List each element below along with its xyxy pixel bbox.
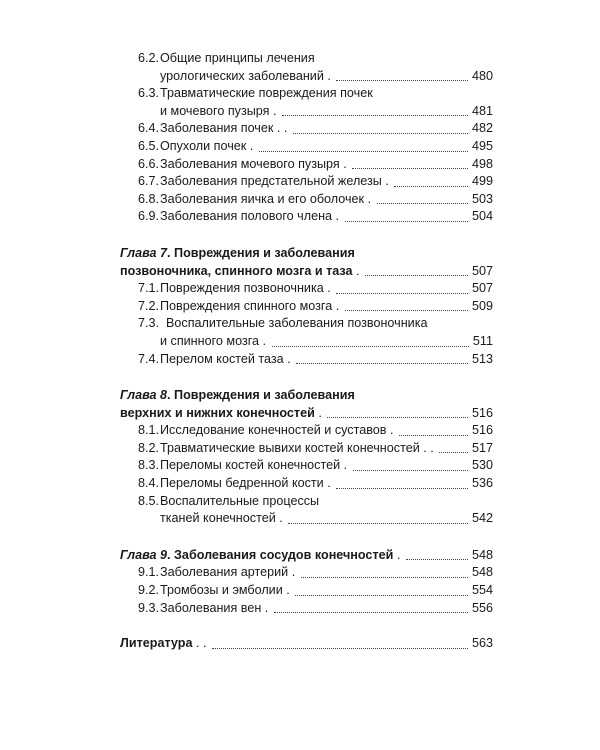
toc-entry-7-2 [120,298,493,316]
section-number: 6.5. [138,138,160,153]
toc-entry-6-2 [120,50,493,68]
leader-dots: . [269,103,280,118]
section-number: 9.3. [138,600,160,615]
section-title-cont: и спинного мозга [160,333,260,348]
page-number: 498 [471,156,493,171]
section-title: Тромбозы и эмболии [160,583,283,598]
toc-entry-6-3-cont [120,103,493,121]
toc-entry-6-3 [120,85,493,103]
page-number: 530 [471,458,493,473]
section-number: 6.8. [138,191,160,206]
dot-leader [296,362,468,364]
dot-leader [394,185,468,187]
page-number: 511 [472,333,493,348]
dot-leader [336,79,468,81]
leader-dots: . [288,565,299,580]
dot-leader [365,274,468,276]
page-number: 517 [471,440,493,455]
leader-dots: . [323,68,335,83]
dot-leader [352,167,468,169]
section-number: 9.1. [138,565,160,580]
leader-dots: . [393,547,404,562]
leader-dots: . . [273,121,291,136]
section-title: Опухоли почек [160,138,247,153]
dot-leader [336,292,468,294]
toc-entry-7-3-cont [120,333,493,351]
page-number: 554 [471,583,493,598]
toc-entry-8-2 [120,440,493,458]
toc-entry-6-7 [120,173,493,191]
section-number: 7.4. [138,351,160,366]
section-title: Переломы бедренной кости [160,476,324,491]
leader-dots: . [282,583,294,598]
dot-leader [274,611,468,613]
leader-dots: . [283,351,295,366]
toc-entry-9-1 [120,564,493,582]
page-number: 507 [471,263,493,278]
chapter-label: Глава 9 [120,547,168,562]
section-title-cont: урологических заболеваний [160,68,324,83]
leader-dots: . [246,138,257,153]
page-number: 516 [471,423,493,438]
section-number: 6.4. [138,121,160,136]
toc-entry-8-3 [120,457,493,475]
page-number: 563 [471,636,493,651]
section-number: 6.3. [138,86,160,101]
section-number: 6.6. [138,156,160,171]
page-number: 499 [471,174,493,189]
section-number: 8.4. [138,476,160,491]
page-number: 503 [471,191,493,206]
section-title: Заболевания мочевого пузыря [160,156,340,171]
page-number: 495 [471,138,493,153]
leader-dots: . [261,600,272,615]
section-title: Исследование конечностей и суставов [160,423,387,438]
section-title-cont: и мочевого пузыря [160,103,270,118]
leader-dots: . . [192,636,210,651]
page-number: 507 [471,281,493,296]
section-number: 8.3. [138,458,160,473]
leader-dots: . . [419,440,438,455]
dot-leader [272,345,469,347]
section-title: Заболевания артерий [160,565,289,580]
toc-entry-6-8 [120,191,493,209]
section-number: 6.9. [138,209,160,224]
section-title: Травматические вывихи костей конечностей [160,440,420,455]
page-number: 504 [471,209,493,224]
section-number: 8.2. [138,440,160,455]
page-number: 480 [471,68,493,83]
section-title: Переломы костей конечностей [160,458,341,473]
page-number: 536 [471,476,493,491]
dot-leader [439,451,468,453]
dot-leader [406,558,468,560]
toc-entry-8-1 [120,422,493,440]
chapter-title: . Повреждения и заболевания [167,245,355,260]
leader-dots: . [259,333,270,348]
page-number: 481 [471,103,493,118]
dot-leader [259,150,468,152]
chapter-9-heading [120,547,493,565]
page-number: 542 [471,511,493,526]
section-title: Заболевания полового члена [160,209,333,224]
leader-dots: . [323,476,335,491]
section-number: 7.2. [138,298,160,313]
chapter-7-heading [120,245,493,263]
toc-entry-8-5 [120,493,493,511]
chapter-label: Глава 7 [120,245,168,260]
dot-leader [282,114,468,116]
page-number: 516 [471,405,493,420]
dot-leader [353,469,468,471]
dot-leader [212,647,468,649]
leader-dots: . [352,263,363,278]
leader-dots: . [332,209,343,224]
section-title: Перелом костей таза [160,351,284,366]
dot-leader [295,594,468,596]
section-title: Повреждения спинного мозга [160,298,333,313]
toc-entry-9-2 [120,582,493,600]
page-number: 513 [471,351,493,366]
chapter-7-heading-cont [120,263,493,281]
leader-dots: . [381,174,393,189]
toc-entry-7-1 [120,280,493,298]
page-number: 482 [471,121,493,136]
dot-leader [336,487,468,489]
section-title: Литература [120,636,193,651]
toc-entry-6-4 [120,120,493,138]
toc-entry-literature [120,635,493,653]
dot-leader [345,309,468,311]
chapter-8-heading-cont [120,405,493,423]
chapter-title-cont: верхних и нижних конечностей [120,405,315,420]
dot-leader [377,202,468,204]
leader-dots: . [364,191,375,206]
chapter-8-heading [120,387,493,405]
section-title: Повреждения позвоночника [160,281,324,296]
leader-dots: . [340,458,351,473]
page-number: 548 [471,565,493,580]
section-title: Общие принципы лечения [160,51,315,65]
section-title-cont: тканей конечностей [160,511,276,526]
chapter-title-cont: позвоночника, спинного мозга и таза [120,263,353,278]
leader-dots: . [339,156,351,171]
dot-leader [345,220,468,222]
toc-entry-9-3 [120,600,493,618]
toc-entry-7-3 [120,315,493,333]
chapter-title: . Заболевания сосудов конечностей [167,547,394,562]
section-number: 8.1. [138,423,160,438]
section-title: Заболевания предстательной железы [160,174,382,189]
page-number: 556 [471,600,493,615]
chapter-title: . Повреждения и заболевания [167,388,355,403]
section-title: Травматические повреждения почек [160,86,373,101]
section-title: Воспалительные заболевания позвоночника [166,316,428,331]
dot-leader [301,576,468,578]
toc-entry-6-9 [120,208,493,226]
leader-dots: . [332,298,343,313]
dot-leader [399,434,468,436]
leader-dots: . [275,511,287,526]
section-number: 7.3. [138,316,160,331]
section-number: 7.1. [138,281,160,296]
toc-entry-7-4 [120,351,493,369]
section-title: Воспалительные процессы [160,493,320,508]
dot-leader [293,132,468,134]
leader-dots: . [386,423,397,438]
toc-entry-6-5 [120,138,493,156]
chapter-label: Глава 8 [120,388,168,403]
toc-entry-6-6 [120,156,493,174]
section-number: 9.2. [138,583,160,598]
toc-entry-8-4 [120,475,493,493]
section-number: 6.7. [138,174,160,189]
section-title: Заболевания яичка и его оболочек [160,191,365,206]
page-number: 509 [471,298,493,313]
dot-leader [327,416,468,418]
table-of-contents [120,50,493,653]
page-number: 548 [471,547,493,562]
leader-dots: . [314,405,326,420]
section-number: 8.5. [138,493,160,508]
toc-entry-8-5-cont [120,510,493,528]
leader-dots: . [323,281,335,296]
section-title: Заболевания почек [160,121,274,136]
toc-entry-6-2-cont [120,68,493,86]
section-number: 6.2. [138,51,160,65]
section-title: Заболевания вен [160,600,262,615]
dot-leader [288,522,468,524]
